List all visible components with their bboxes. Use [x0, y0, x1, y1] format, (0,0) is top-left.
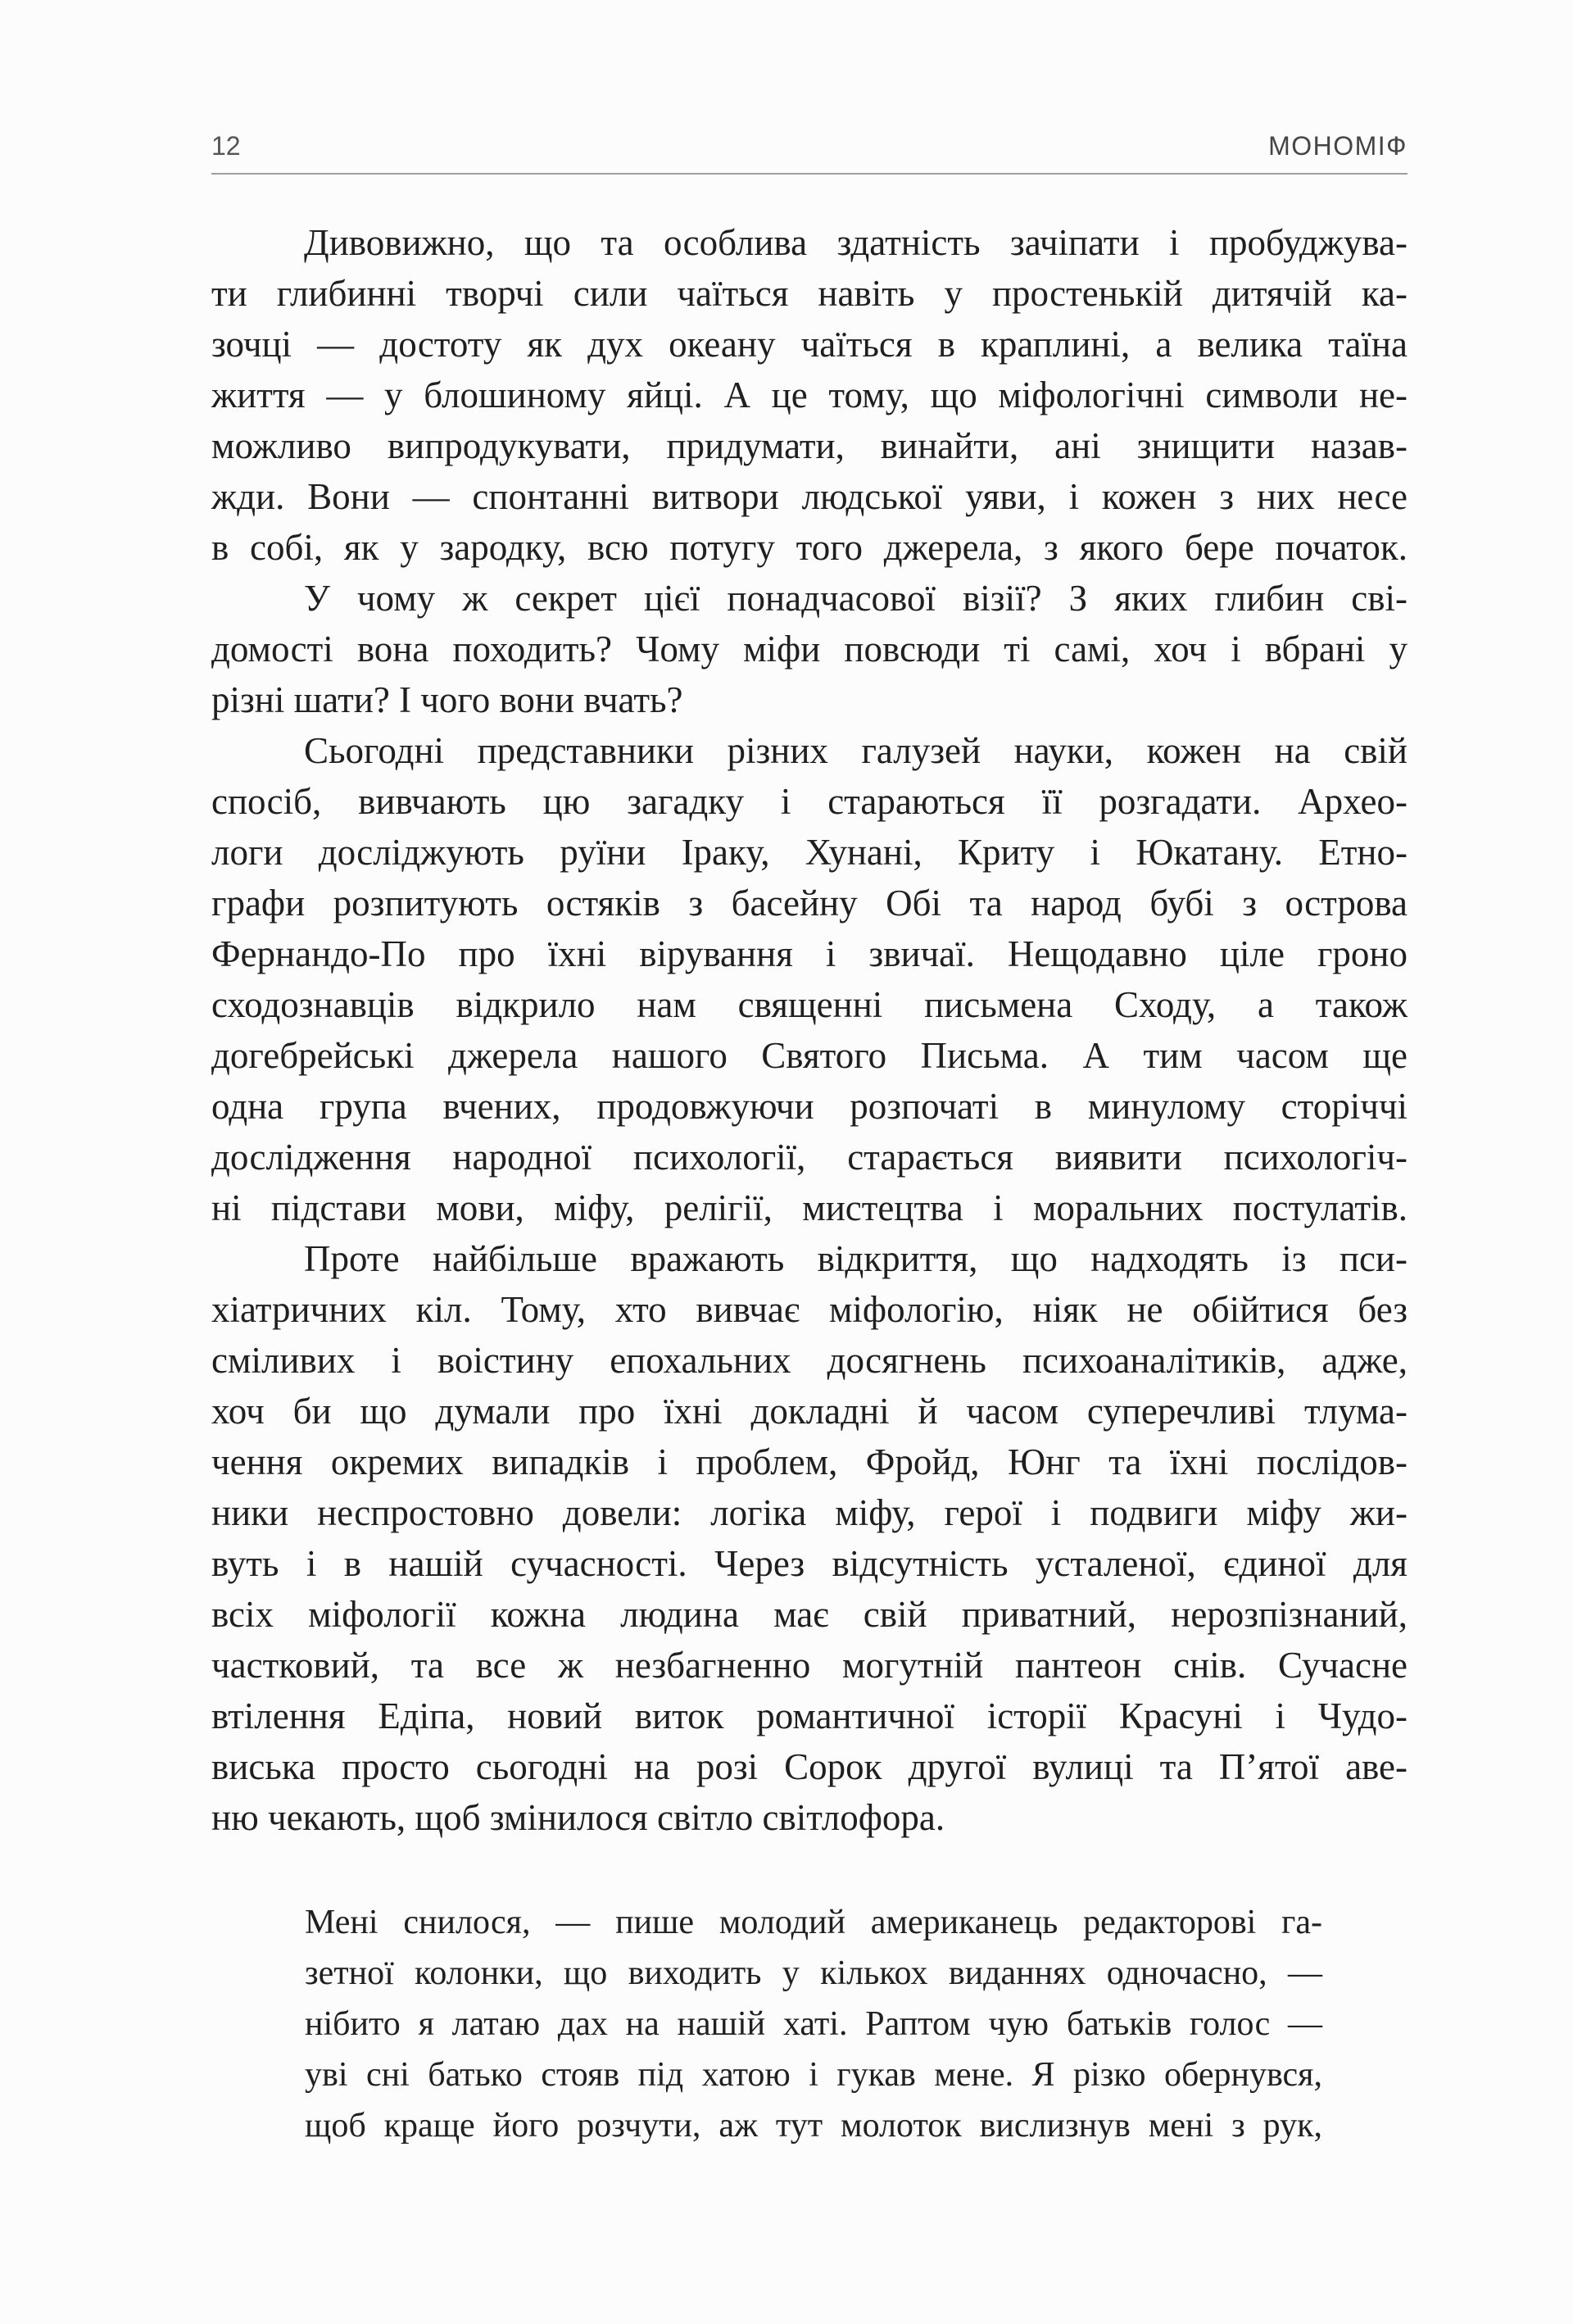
quote-line: уві сні батько стояв під хатою і гукав мене. Я різко обернувся, — [305, 2056, 1322, 2094]
quote-line: Мені снилося, — пише молодий американець редакторові га- — [305, 1904, 1322, 1941]
paragraph-4 — [211, 1233, 1408, 1843]
text-line: життя — у блошиному яйці. А це тому, що міфологічні символи не- — [211, 374, 1408, 415]
text-line: ти глибинні творчі сили чаїться навіть у простенькій дитячій ка- — [211, 273, 1408, 314]
text-line: сходознавців відкрило нам священні письмена Сходу, а також — [211, 984, 1408, 1025]
text-line: Сьогодні представники різних галузей науки, кожен на свій — [304, 730, 1408, 771]
body-text — [211, 217, 1408, 2151]
text-line: в собі, як у зародку, всю потугу того джерела, з якого бере початок. — [211, 527, 1408, 568]
paragraph-1 — [211, 217, 1408, 573]
text-line: жди. Вони — спонтанні витвори людської уяви, і кожен з них несе — [211, 476, 1408, 517]
text-line: можливо випродукувати, придумати, винайти, ані знищити назав- — [211, 425, 1408, 466]
quote-line: щоб краще його розчути, аж тут молоток вислизнув мені з рук, — [305, 2107, 1322, 2145]
text-line: догебрейські джерела нашого Святого Письма. А тим часом ще — [211, 1035, 1408, 1076]
text-line: Дивовижно, що та особлива здатність зачіпати і пробуджува- — [304, 222, 1408, 263]
quote-line: нібито я латаю дах на нашій хаті. Раптом чую батьків голос — — [305, 2005, 1322, 2043]
text-line: Фернандо-По про їхні вірування і звичаї. Нещодавно ціле гроно — [211, 933, 1408, 974]
text-line: У чому ж секрет цієї понадчасової візії? З яких глибин сві- — [304, 578, 1408, 619]
text-line: втілення Едіпа, новий виток романтичної історії Красуні і Чудо- — [211, 1695, 1408, 1736]
text-line: логи досліджують руїни Іраку, Хунані, Криту і Юкатану. Етно- — [211, 832, 1408, 873]
page-content — [211, 131, 1408, 2151]
running-header — [211, 131, 1408, 175]
text-line: чення окремих випадків і проблем, Фройд, Юнг та їхні послідов- — [211, 1441, 1408, 1482]
text-line: зочці — достоту як дух океану чаїться в краплині, а велика таїна — [211, 324, 1408, 365]
text-line: графи розпитують остяків з басейну Обі та народ бубі з острова — [211, 883, 1408, 924]
text-line: дослідження народної психології, старається виявити психологіч- — [211, 1137, 1408, 1178]
quote-line: зетної колонки, що виходить у кількох виданнях одночасно, — — [305, 1954, 1322, 1992]
text-line: ники неспростовно довели: логіка міфу, герої і подвиги міфу жи- — [211, 1492, 1408, 1533]
text-line: ню чекають, щоб змінилося світло світлофора. — [211, 1797, 945, 1838]
block-quote — [305, 1897, 1322, 2151]
text-line: виська просто сьогодні на розі Сорок другої вулиці та П’ятої аве- — [211, 1746, 1408, 1787]
text-line: спосіб, вивчають цю загадку і стараються її розгадати. Архео- — [211, 781, 1408, 822]
text-line: ні підстави мови, міфу, релігії, мистецтва і моральних постулатів. — [211, 1187, 1408, 1228]
text-line: всіх міфології кожна людина має свій приватний, нерозпізнаний, — [211, 1594, 1408, 1635]
text-line: сміливих і воістину епохальних досягнень психоаналітиків, адже, — [211, 1340, 1408, 1381]
text-line: Проте найбільше вражають відкриття, що надходять із пси- — [304, 1238, 1408, 1279]
text-line: домості вона походить? Чому міфи повсюди ті самі, хоч і вбрані у — [211, 629, 1408, 670]
text-line: одна група вчених, продовжуючи розпочаті в минулому сторіччі — [211, 1086, 1408, 1127]
paragraph-2 — [211, 573, 1408, 725]
paragraph-3 — [211, 725, 1408, 1233]
text-line: вуть і в нашій сучасності. Через відсутність усталеної, єдиної для — [211, 1543, 1408, 1584]
text-line: частковий, та все ж незбагненно могутній пантеон снів. Сучасне — [211, 1645, 1408, 1686]
text-line: різні шати? І чого вони вчать? — [211, 679, 683, 720]
page-number: 12 — [211, 131, 241, 161]
text-line: хоч би що думали про їхні докладні й часом суперечливі тлума- — [211, 1391, 1408, 1432]
running-title: МОНОМІФ — [1268, 131, 1408, 161]
text-line: хіатричних кіл. Тому, хто вивчає міфологію, ніяк не обійтися без — [211, 1289, 1408, 1330]
